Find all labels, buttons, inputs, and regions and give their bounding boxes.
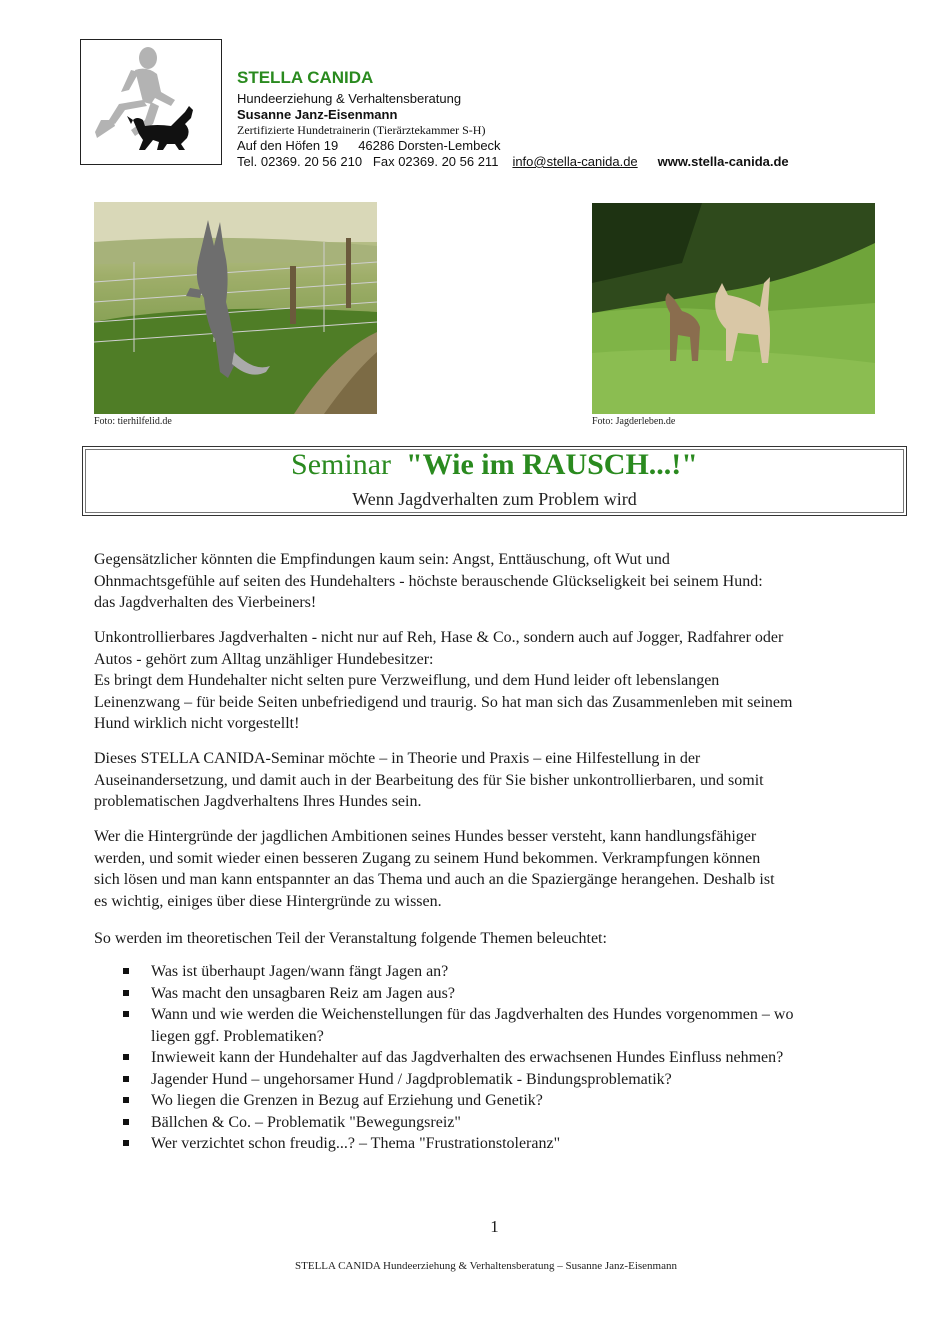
website-link[interactable]: www.stella-canida.de xyxy=(657,154,789,169)
logo xyxy=(80,39,222,165)
photo-caption: Foto: Jagderleben.de xyxy=(592,416,676,427)
list-item: Wo liegen die Grenzen in Bezug auf Erziehung und Genetik? xyxy=(121,1090,911,1112)
text-line: Dieses STELLA CANIDA-Seminar möchte – in Theorie und Praxis – eine Hilfestellung in der xyxy=(94,750,701,767)
text-line: sich lösen und man kann entspannter an das Thema und auch an die Spaziergänge herangehen. Deshalb ist xyxy=(94,871,775,888)
title-quote: "Wie im RAUSCH...!" xyxy=(406,448,698,481)
list-item: Wer verzichtet schon freudig...? – Thema "Frustrationstoleranz" xyxy=(121,1133,911,1155)
tagline: Hundeerziehung & Verhaltensberatung xyxy=(237,91,462,106)
text-line: es wichtig, einiges über diese Hintergründe zu wissen. xyxy=(94,892,442,910)
text-line: Wer die Hintergründe der jagdlichen Ambitionen seines Hundes besser versteht, kann handlungsfähiger xyxy=(94,828,757,845)
seminar-title xyxy=(0,448,940,482)
runner-with-dog-logo-icon xyxy=(81,40,221,164)
contact-line xyxy=(237,154,789,169)
photo-caption: Foto: tierhilfelid.de xyxy=(94,416,172,427)
background-paragraph xyxy=(94,826,904,912)
list-item: Was macht den unsagbaren Reiz am Jagen aus? xyxy=(121,983,911,1005)
list-item: Bällchen & Co. – Problematik "Bewegungsreiz" xyxy=(121,1112,911,1134)
city: 46286 Dorsten-Lembeck xyxy=(358,138,501,153)
owner-name: Susanne Janz-Eisenmann xyxy=(237,107,398,122)
seminar-subtitle: Wenn Jagdverhalten zum Problem wird xyxy=(352,489,637,509)
text-line: werden, und somit wieder einen besseren Zugang zu seinem Hund bekommen. Verkrampfungen können xyxy=(94,849,761,867)
text-line: problematischen Jagdverhaltens Ihres Hundes sein. xyxy=(94,793,422,810)
seminar-goal-paragraph xyxy=(94,748,904,813)
list-item: Jagender Hund – ungehorsamer Hund / Jagdproblematik - Bindungsproblematik? xyxy=(121,1069,911,1091)
email-link[interactable]: info@stella-canida.de xyxy=(512,154,638,169)
address xyxy=(237,138,501,153)
list-item: Wann und wie werden die Weichenstellungen für das Jagdverhalten des Hundes vorgenommen – wo liegen ggf. Problematiken? xyxy=(121,1004,911,1047)
photo-dog-and-deer xyxy=(592,203,875,414)
topics-list xyxy=(121,961,911,1155)
brand-name: STELLA CANIDA xyxy=(237,68,374,87)
text-line: Es bringt dem Hundehalter nicht selten pure Verzweiflung, und dem Hund leider oft lebenslangen xyxy=(94,672,720,689)
text-line: Hund wirklich nicht vorgestellt! xyxy=(94,715,300,732)
text-line: Autos - gehört zum Alltag unzähliger Hundebesitzer: xyxy=(94,650,434,668)
certification: Zertifizierte Hundetrainerin (Tierärztekammer S-H) xyxy=(237,123,486,137)
problem-paragraph xyxy=(94,627,904,735)
list-item: Was ist überhaupt Jagen/wann fängt Jagen an? xyxy=(121,961,911,983)
photo-dog-at-fence xyxy=(94,202,377,414)
intro-paragraph xyxy=(94,549,904,614)
page-footer: STELLA CANIDA Hundeerziehung & Verhaltensberatung – Susanne Janz-Eisenmann xyxy=(295,1260,677,1272)
text-line: Ohnmachtsgefühle auf seiten des Hundehalters - höchste berauschende Glückseligkeit bei seinem Hund: xyxy=(94,572,763,590)
phone: Tel. 02369. 20 56 210 xyxy=(237,154,363,169)
page-number: 1 xyxy=(490,1217,499,1236)
street: Auf den Höfen 19 xyxy=(237,138,339,153)
text-line: das Jagdverhalten des Vierbeiners! xyxy=(94,594,317,611)
fax: Fax 02369. 20 56 211 xyxy=(372,154,499,169)
list-item: Inwieweit kann der Hundehalter auf das Jagdverhalten des erwachsenen Hundes Einfluss nehmen? xyxy=(121,1047,911,1069)
text-line: Auseinandersetzung, und damit auch in der Bearbeitung des für Sie bisher unkontrollierbaren, und somit xyxy=(94,771,764,789)
text-line: Leinenzwang – für beide Seiten unbefriedigend und traurig. So hat man sich das Zusammenleben mit seinem xyxy=(94,693,793,711)
topics-intro: So werden im theoretischen Teil der Veranstaltung folgende Themen beleuchtet: xyxy=(94,930,607,947)
title-prefix: Seminar xyxy=(291,448,392,481)
text-line: Gegensätzlicher könnten die Empfindungen kaum sein: Angst, Enttäuschung, oft Wut und xyxy=(94,551,670,568)
text-line: Unkontrollierbares Jagdverhalten - nicht nur auf Reh, Hase & Co., sondern auch auf Jogger, Radfahrer oder xyxy=(94,629,784,646)
